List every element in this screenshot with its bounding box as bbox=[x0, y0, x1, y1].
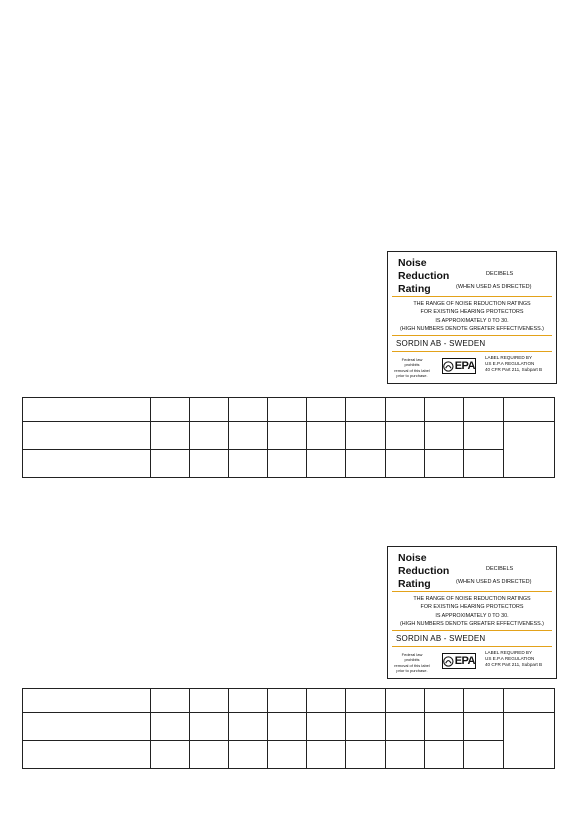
epa-flower-icon bbox=[443, 656, 454, 667]
title-line: Noise bbox=[398, 257, 427, 269]
epa-text: EPA bbox=[454, 655, 475, 667]
table-cell bbox=[150, 689, 189, 713]
table-cell bbox=[189, 741, 228, 769]
table-cell bbox=[346, 713, 386, 741]
divider bbox=[392, 591, 552, 592]
table-cell bbox=[228, 741, 267, 769]
table-cell bbox=[346, 398, 386, 422]
table-cell bbox=[346, 450, 386, 478]
table-cell bbox=[346, 741, 386, 769]
table-cell bbox=[267, 713, 307, 741]
required-line: LABEL REQUIRED BY bbox=[485, 650, 533, 655]
nrr-title bbox=[398, 257, 458, 296]
divider bbox=[392, 335, 552, 336]
range-line: (HIGH NUMBERS DENOTE GREATER EFFECTIVENESS.) bbox=[400, 326, 544, 333]
divider bbox=[392, 630, 552, 631]
range-text bbox=[392, 595, 552, 629]
table-cell bbox=[386, 398, 425, 422]
federal-notice bbox=[394, 652, 430, 674]
range-line: FOR EXISTING HEARING PROTECTORS bbox=[420, 309, 524, 316]
table-cell bbox=[267, 450, 307, 478]
table-row bbox=[23, 713, 555, 741]
table-cell bbox=[464, 398, 504, 422]
table-cell bbox=[228, 450, 267, 478]
federal-line: prior to purchase. bbox=[396, 668, 428, 674]
table-cell bbox=[346, 422, 386, 450]
required-notice bbox=[485, 650, 555, 667]
table-row bbox=[23, 450, 555, 478]
table-cell bbox=[189, 689, 228, 713]
table-cell bbox=[307, 450, 346, 478]
table-cell bbox=[386, 689, 425, 713]
title-line: Reduction bbox=[398, 270, 450, 282]
table-cell bbox=[504, 689, 555, 713]
decibels-text: DECIBELS bbox=[486, 271, 514, 277]
table-cell bbox=[346, 689, 386, 713]
table-cell bbox=[23, 450, 151, 478]
table-cell bbox=[386, 450, 425, 478]
nrr-label-1 bbox=[387, 251, 557, 384]
table-cell bbox=[23, 422, 151, 450]
table-cell bbox=[150, 713, 189, 741]
title-line: Noise bbox=[398, 552, 427, 564]
table-cell bbox=[425, 422, 464, 450]
table-cell bbox=[307, 422, 346, 450]
table-cell-merged bbox=[504, 422, 555, 478]
table-cell bbox=[464, 689, 504, 713]
table-cell bbox=[23, 741, 151, 769]
table-cell bbox=[23, 398, 151, 422]
table-cell bbox=[425, 450, 464, 478]
table-cell bbox=[307, 741, 346, 769]
table-cell bbox=[425, 741, 464, 769]
nrr-label-2 bbox=[387, 546, 557, 679]
table-cell bbox=[267, 422, 307, 450]
table-cell bbox=[228, 689, 267, 713]
title-line: Rating bbox=[398, 283, 431, 295]
title-line: Reduction bbox=[398, 565, 450, 577]
required-line: US E.P.A REGULATION bbox=[485, 655, 535, 661]
range-line: IS APPROXIMATELY 0 TO 30. bbox=[435, 317, 509, 324]
attenuation-table-1 bbox=[22, 397, 555, 478]
table-row bbox=[23, 741, 555, 769]
table-cell bbox=[464, 422, 504, 450]
table-cell bbox=[267, 398, 307, 422]
table-cell bbox=[150, 741, 189, 769]
table-cell bbox=[504, 398, 555, 422]
table-cell bbox=[425, 713, 464, 741]
table-cell bbox=[464, 713, 504, 741]
table-cell bbox=[386, 741, 425, 769]
epa-logo bbox=[442, 358, 476, 374]
table-cell bbox=[189, 450, 228, 478]
table-cell bbox=[307, 398, 346, 422]
table-cell bbox=[307, 713, 346, 741]
table-cell bbox=[228, 422, 267, 450]
table-cell-merged bbox=[504, 713, 555, 769]
manufacturer: SORDIN AB - SWEDEN bbox=[396, 634, 486, 643]
range-line: IS APPROXIMATELY 0 TO 30. bbox=[435, 612, 509, 619]
epa-logo bbox=[442, 653, 476, 669]
table-row bbox=[23, 398, 555, 422]
table-cell bbox=[386, 713, 425, 741]
divider bbox=[392, 646, 552, 647]
table-cell bbox=[267, 741, 307, 769]
manufacturer: SORDIN AB - SWEDEN bbox=[396, 339, 486, 348]
divider bbox=[392, 351, 552, 352]
table-cell bbox=[267, 689, 307, 713]
table-cell bbox=[228, 713, 267, 741]
federal-line: Federal law prohibits bbox=[401, 357, 423, 368]
federal-notice bbox=[394, 357, 430, 379]
decibels-text: DECIBELS bbox=[486, 566, 514, 572]
table-cell bbox=[307, 689, 346, 713]
table-cell bbox=[150, 422, 189, 450]
table-cell bbox=[228, 398, 267, 422]
attenuation-table-2 bbox=[22, 688, 555, 769]
table-cell bbox=[386, 422, 425, 450]
required-line: 40 CFR Part 211, Subpart B bbox=[485, 661, 543, 667]
range-line: (HIGH NUMBERS DENOTE GREATER EFFECTIVENESS.) bbox=[400, 621, 544, 628]
table-row bbox=[23, 689, 555, 713]
range-line: THE RANGE OF NOISE REDUCTION RATINGS bbox=[413, 596, 531, 602]
table-cell bbox=[425, 398, 464, 422]
table-cell bbox=[189, 422, 228, 450]
table-cell bbox=[464, 450, 504, 478]
range-text bbox=[392, 300, 552, 334]
epa-text: EPA bbox=[454, 360, 475, 372]
table-cell bbox=[189, 713, 228, 741]
table-cell bbox=[425, 689, 464, 713]
divider bbox=[392, 296, 552, 297]
federal-line: removal of this label bbox=[394, 662, 430, 668]
table-cell bbox=[150, 398, 189, 422]
table-cell bbox=[189, 398, 228, 422]
federal-line: prior to purchase. bbox=[396, 373, 428, 379]
range-line: FOR EXISTING HEARING PROTECTORS bbox=[420, 604, 524, 611]
federal-line: removal of this label bbox=[394, 367, 430, 373]
required-line: US E.P.A REGULATION bbox=[485, 360, 535, 366]
table-cell bbox=[464, 741, 504, 769]
required-notice bbox=[485, 355, 555, 372]
required-line: 40 CFR Part 211, Subpart B bbox=[485, 366, 543, 372]
federal-line: Federal law prohibits bbox=[401, 652, 423, 663]
title-line: Rating bbox=[398, 578, 431, 590]
epa-flower-icon bbox=[443, 361, 454, 372]
when-used-text: (WHEN USED AS DIRECTED) bbox=[456, 579, 532, 585]
range-line: THE RANGE OF NOISE REDUCTION RATINGS bbox=[413, 301, 531, 307]
table-row bbox=[23, 422, 555, 450]
table-cell bbox=[23, 713, 151, 741]
required-line: LABEL REQUIRED BY bbox=[485, 355, 533, 360]
table-cell bbox=[23, 689, 151, 713]
when-used-text: (WHEN USED AS DIRECTED) bbox=[456, 284, 532, 290]
table-cell bbox=[150, 450, 189, 478]
nrr-title bbox=[398, 552, 458, 591]
